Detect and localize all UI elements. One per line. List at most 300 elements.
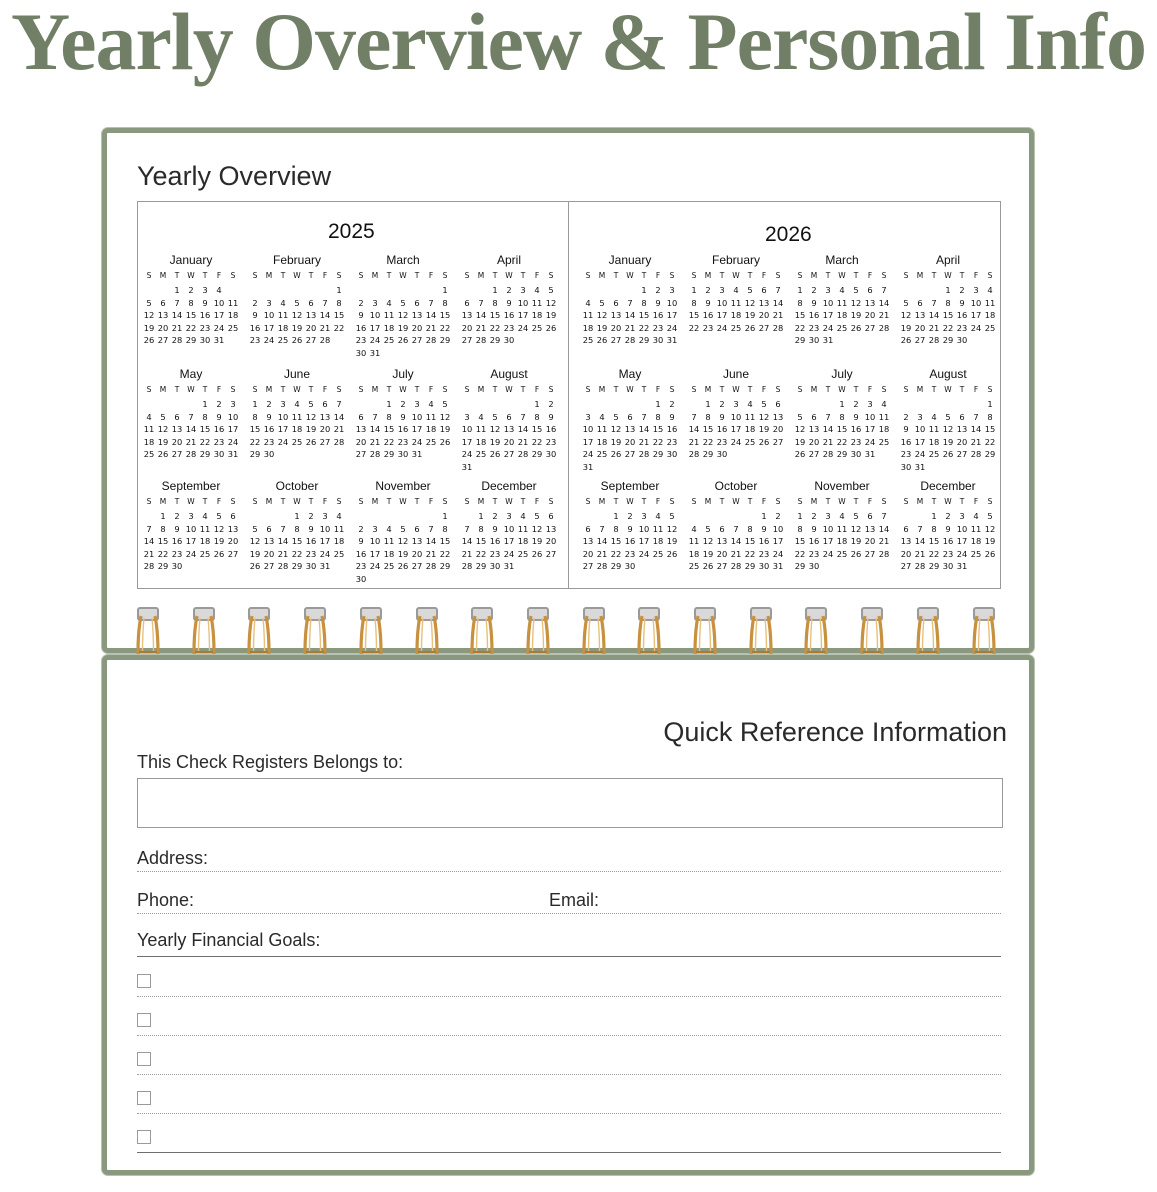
day-number: 16 [702,310,714,321]
day-number: 20 [171,436,183,447]
day-number: 11 [582,310,594,321]
weekday-label: T [853,271,859,280]
day-number: 15 [249,424,261,435]
weekday-label: S [336,271,342,280]
day-number: 14 [277,536,289,547]
day-number: 12 [900,310,912,321]
weekday-label: F [761,271,767,280]
month-name: June [283,367,311,381]
day-number: 24 [638,548,650,559]
day-number: 2 [252,297,258,308]
week-row [142,334,240,347]
day-number: 1 [294,511,300,521]
phone-label: Phone: [137,890,195,910]
day-number: 15 [744,536,756,547]
weekday-label: M [159,385,167,394]
day-number: 1 [945,285,951,295]
day-number: 6 [903,523,909,534]
day-number: 24 [277,436,289,447]
day-number: 22 [531,436,543,447]
week-row [142,436,240,449]
day-number: 21 [425,548,437,559]
day-number: 21 [171,322,183,333]
weekday-header [793,384,891,398]
day-number: 29 [794,561,806,572]
day-number: 5 [252,523,258,534]
day-number [156,284,170,297]
week-row [581,411,679,424]
checkbox-icon[interactable] [137,1091,151,1105]
checkbox-icon[interactable] [137,1130,151,1144]
weekday-label: T [280,271,286,280]
week-row [248,523,346,536]
day-number: 20 [610,322,622,333]
day-number: 12 [291,310,303,321]
day-number: 28 [475,335,487,346]
day-number: 20 [914,322,926,333]
day-number: 3 [506,511,512,521]
week-row [248,448,346,461]
day-number: 11 [333,523,345,534]
weekday-label: F [867,271,873,280]
month-name: November [375,479,431,493]
day-number: 8 [987,411,993,422]
day-number [248,284,262,297]
day-number: 20 [808,436,820,447]
day-number: 7 [931,297,937,308]
day-number: 10 [772,523,784,534]
month-name: September [600,479,660,493]
day-number: 4 [146,411,152,422]
day-number [701,510,715,523]
day-number: 20 [772,424,784,435]
weekday-label: T [641,497,647,506]
day-number: 9 [959,297,965,308]
day-number: 27 [772,436,784,447]
phone-email-line[interactable] [137,913,1001,914]
day-number: 8 [202,411,208,422]
weekday-label: S [548,271,554,280]
day-number: 9 [945,523,951,534]
day-number: 22 [794,548,806,559]
weekday-label: M [598,385,606,394]
weekday-label: T [386,385,392,394]
month-name: August [490,367,528,381]
day-number: 17 [411,424,423,435]
day-number: 19 [291,322,303,333]
day-number: 15 [928,536,940,547]
day-number: 21 [475,322,487,333]
day-number [184,398,198,411]
week-row [354,573,452,586]
week-row [687,322,785,335]
day-number: 4 [534,285,540,295]
weekday-label: W [399,385,407,394]
day-number: 2 [775,511,781,521]
month-february-2025 [248,252,346,347]
week-row [354,448,452,461]
day-number: 17 [582,436,594,447]
weekday-label: T [308,497,314,506]
day-number: 28 [730,561,742,572]
weekday-label: M [810,385,818,394]
day-number: 27 [157,335,169,346]
day-number: 5 [945,411,951,422]
day-number: 15 [984,424,996,435]
day-number: 6 [917,297,923,308]
day-number [262,510,276,523]
day-number [354,398,368,411]
week-row [581,398,679,411]
weekday-header [354,384,452,398]
day-number: 17 [227,424,239,435]
week-row [793,535,891,548]
day-number: 24 [730,436,742,447]
day-number: 17 [716,310,728,321]
day-number: 3 [202,285,208,295]
day-number: 15 [199,424,211,435]
day-number: 9 [655,297,661,308]
day-number: 11 [199,523,211,534]
day-number: 26 [794,449,806,460]
weekday-label: T [959,271,965,280]
day-number [913,510,927,523]
day-number: 13 [900,536,912,547]
checkbox-icon[interactable] [137,1052,151,1066]
day-number: 1 [797,511,803,521]
week-row [354,334,452,347]
day-number: 5 [599,297,605,308]
day-number [276,510,290,523]
week-row [354,297,452,310]
day-number: 22 [610,548,622,559]
week-row [142,284,240,297]
weekday-label: T [520,497,526,506]
day-number: 17 [956,536,968,547]
day-number: 12 [439,411,451,422]
day-number: 5 [534,511,540,521]
week-row [354,560,452,573]
day-number: 12 [397,310,409,321]
day-number [687,510,701,523]
day-number: 4 [839,511,845,521]
day-number: 12 [157,424,169,435]
week-row [899,309,997,322]
day-number [821,398,835,411]
goal-line[interactable] [137,1152,1001,1153]
day-number: 11 [878,411,890,422]
day-number: 1 [839,399,845,409]
day-number: 28 [914,561,926,572]
weekday-label: S [987,385,993,394]
day-number: 28 [425,561,437,572]
quick-reference-panel [102,655,1034,1175]
week-row [354,411,452,424]
day-number: 8 [294,523,300,534]
day-number: 4 [733,285,739,295]
goal-line[interactable] [137,1074,1001,1075]
week-row [248,423,346,436]
day-number [318,284,332,297]
day-number: 15 [531,424,543,435]
day-number: 29 [249,449,261,460]
weekday-label: W [838,271,846,280]
day-number: 8 [160,523,166,534]
weekday-label: S [691,385,697,394]
weekday-label: T [386,271,392,280]
day-number: 29 [439,335,451,346]
day-number: 16 [397,424,409,435]
day-number: 8 [797,523,803,534]
day-number: 1 [252,399,258,409]
week-row [793,411,891,424]
weekday-label: S [230,385,236,394]
day-number: 28 [970,449,982,460]
day-number: 26 [157,449,169,460]
day-number: 18 [475,436,487,447]
day-number: 9 [548,411,554,422]
day-number: 22 [638,322,650,333]
day-number [382,284,396,297]
day-number: 4 [336,511,342,521]
day-number: 6 [585,523,591,534]
day-number: 12 [984,523,996,534]
day-number: 25 [291,436,303,447]
weekday-header [460,496,558,510]
week-row [899,510,997,523]
day-number: 10 [227,411,239,422]
week-row [793,284,891,297]
day-number: 12 [850,297,862,308]
weekday-header [248,384,346,398]
weekday-label: W [626,385,634,394]
day-number: 3 [917,411,923,422]
day-number: 30 [263,449,275,460]
day-number: 12 [305,411,317,422]
day-number: 15 [942,310,954,321]
day-number: 24 [864,436,876,447]
address-line[interactable] [137,871,1001,872]
weekday-label: T [386,497,392,506]
day-number: 25 [199,548,211,559]
day-number: 24 [263,335,275,346]
day-number [899,510,913,523]
day-number: 19 [666,536,678,547]
weekday-label: M [371,271,379,280]
day-number: 9 [705,297,711,308]
day-number: 10 [716,297,728,308]
weekday-label: T [202,271,208,280]
day-number: 30 [716,449,728,460]
quick-reference-title: Quick Reference Information [663,717,1007,747]
weekday-label: T [959,385,965,394]
weekday-label: S [252,385,258,394]
day-number: 5 [492,411,498,422]
week-row [248,510,346,523]
weekday-header [793,270,891,284]
day-number: 24 [369,561,381,572]
month-september-2025 [142,478,240,573]
day-number: 6 [464,297,470,308]
day-number: 28 [596,561,608,572]
weekday-label: M [704,385,712,394]
week-row [581,309,679,322]
day-number: 11 [836,523,848,534]
day-number: 17 [185,536,197,547]
day-number: 16 [808,310,820,321]
day-number: 13 [808,424,820,435]
weekday-label: T [931,497,937,506]
day-number: 22 [702,436,714,447]
weekday-header [581,384,679,398]
yearly-overview-title: Yearly Overview [137,161,332,191]
day-number: 11 [984,297,996,308]
belongs-to-label: This Check Registers Belongs to: [137,752,404,772]
day-number: 19 [545,310,557,321]
day-number [581,398,595,411]
day-number: 1 [797,285,803,295]
owner-name-field[interactable] [137,778,1003,828]
day-number: 6 [867,511,873,521]
weekday-label: F [534,497,540,506]
day-number: 26 [850,322,862,333]
goal-line[interactable] [137,1035,1001,1036]
week-row [354,535,452,548]
weekday-label: T [414,271,420,280]
day-number: 8 [613,523,619,534]
day-number: 15 [489,310,501,321]
day-number: 2 [548,399,554,409]
day-number: 25 [688,561,700,572]
day-number: 23 [213,436,225,447]
day-number: 29 [702,449,714,460]
day-number [955,398,969,411]
week-row [142,548,240,561]
day-number: 13 [716,536,728,547]
weekday-label: M [265,385,273,394]
weekday-label: M [477,385,485,394]
week-row [687,284,785,297]
day-number: 30 [624,561,636,572]
day-number: 5 [903,297,909,308]
day-number: 16 [489,536,501,547]
weekday-label: F [761,385,767,394]
day-number: 16 [503,310,515,321]
day-number: 7 [322,297,328,308]
day-number: 21 [822,436,834,447]
month-november-2025 [354,478,452,586]
day-number: 17 [914,436,926,447]
week-row [899,284,997,297]
day-number [595,284,609,297]
week-row [354,347,452,360]
day-number: 18 [199,536,211,547]
weekday-label: T [613,385,619,394]
day-number: 5 [442,399,448,409]
week-row [581,461,679,474]
day-number: 9 [811,523,817,534]
weekday-label: T [492,385,498,394]
day-number: 19 [758,424,770,435]
goal-line[interactable] [137,996,1001,997]
weekday-label: T [492,271,498,280]
weekday-label: T [202,497,208,506]
day-number: 27 [461,335,473,346]
day-number: 6 [174,411,180,422]
week-row [142,448,240,461]
day-number: 10 [956,523,968,534]
weekday-label: M [159,271,167,280]
day-number: 26 [702,561,714,572]
day-number: 8 [534,411,540,422]
weekday-label: F [973,497,979,506]
day-number [581,510,595,523]
weekday-label: W [944,271,952,280]
weekday-label: S [585,497,591,506]
day-number [396,284,410,297]
weekday-label: S [881,385,887,394]
day-number: 29 [475,561,487,572]
weekday-label: T [719,271,725,280]
weekday-label: S [903,385,909,394]
weekday-label: M [704,497,712,506]
day-number: 15 [652,424,664,435]
day-number: 12 [610,424,622,435]
day-number: 22 [475,548,487,559]
day-number: 10 [970,297,982,308]
checkbox-icon[interactable] [137,1013,151,1027]
day-number: 31 [772,561,784,572]
week-row [687,411,785,424]
week-row [899,523,997,536]
year-divider [568,202,569,588]
month-name: April [496,253,521,267]
day-number: 27 [227,548,239,559]
day-number: 18 [517,536,529,547]
day-number: 27 [411,561,423,572]
month-april-2026 [899,252,997,347]
weekday-label: S [881,271,887,280]
week-row [793,322,891,335]
week-row [142,423,240,436]
day-number: 2 [669,399,675,409]
checkbox-icon[interactable] [137,974,151,988]
day-number: 9 [506,297,512,308]
weekday-label: F [216,385,222,394]
week-row [142,510,240,523]
day-number: 23 [808,322,820,333]
day-number: 14 [878,297,890,308]
day-number: 25 [984,322,996,333]
weekday-label: W [626,271,634,280]
weekday-label: S [548,385,554,394]
day-number: 20 [411,548,423,559]
month-name: February [272,253,322,267]
goal-line[interactable] [137,1113,1001,1114]
day-number: 7 [372,411,378,422]
week-row [581,448,679,461]
day-number: 6 [230,511,236,521]
week-row [460,398,558,411]
day-number: 26 [305,436,317,447]
day-number: 17 [369,548,381,559]
day-number: 24 [319,548,331,559]
day-number: 5 [400,523,406,534]
day-number: 25 [836,322,848,333]
day-number: 13 [772,411,784,422]
day-number: 22 [439,322,451,333]
day-number: 6 [160,297,166,308]
